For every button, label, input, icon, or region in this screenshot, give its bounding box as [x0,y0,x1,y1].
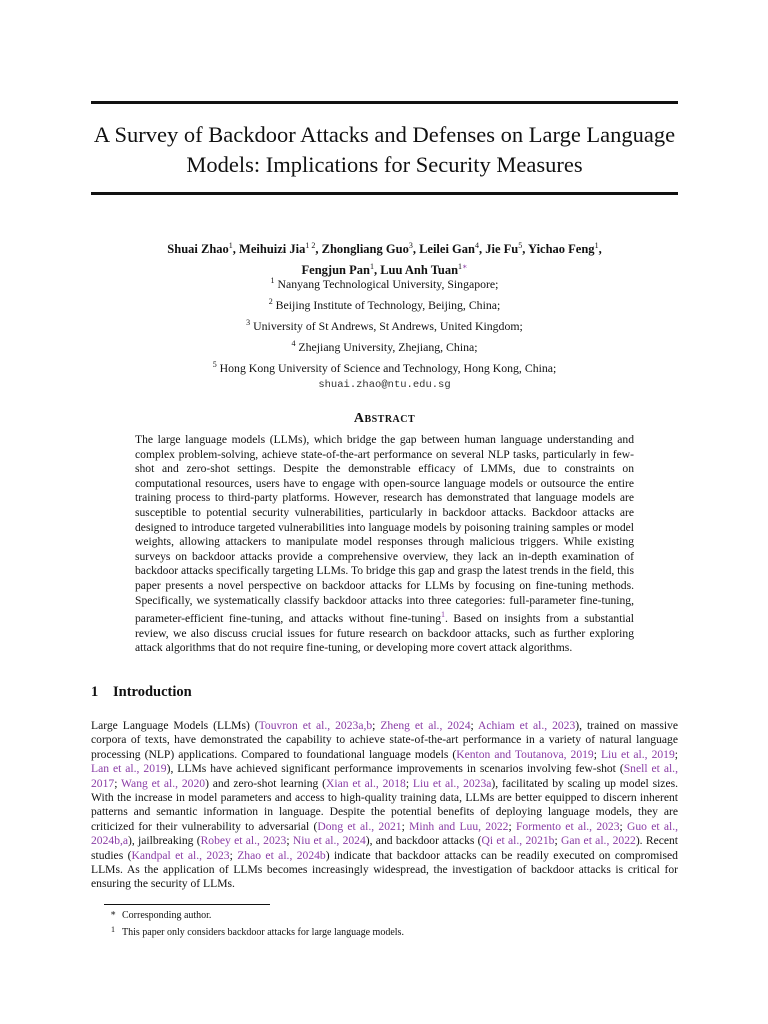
intro-text: ; [286,834,293,848]
abstract-text: The large language models (LLMs), which bridge the gap between human language understanding and complex problem-solving, achieve state-of-the-art performance on several NLP tasks, particularly in few-shot and zero-shot settings. Despite the demonstrable efficacy of LMMs, due to constraints on computational resources, users have to engage with open-source language models or outsource the entire training process to third-party platforms. However, research has demonstrated that language models are susceptible to potential security vulnerabilities, particularly in backdoor attacks. Backdoor attacks are designed to introduce targeted vulnerabilities into language models by poisoning training samples or model weights, allowing attackers to manipulate model responses through malicious triggers. While existing surveys on backdoor attacks provide a comprehensive overview, they lack an in-depth examination of backdoor attacks specifically targeting LLMs. To bridge this gap and grasp the latest trends in the field, this paper presents a novel perspective on backdoor attacks for LLMs by focusing on fine-tuning methods. Specifically, we systematically classify backdoor attacks into three categories: full-parameter fine-tuning, parameter-efficient fine-tuning, and attacks without fine-tuning$^1$. Based on insights from a substantial review, we also discuss crucial issues for future research on backdoor attacks, such as further exploring attack algorithms that do not require fine-tuning, or developing more covert attack algorithms. [135,433,634,655]
intro-text: ). Recent studies ( [91,834,679,862]
section-heading-introduction: 1 Introduction [91,684,192,700]
citation-link[interactable]: Xian et al., 2018 [326,776,406,790]
citation-link[interactable]: Kenton and Toutanova, 2019 [456,747,594,761]
abstract-heading: Abstract [353,411,416,426]
citation-link[interactable]: Dong et al., 2021 [317,819,402,833]
intro-text: ; [554,834,561,848]
intro-text: ; [405,776,413,790]
footnote-rule [104,904,270,905]
intro-text: ), jailbreaking ( [128,834,201,848]
citation-link[interactable]: Zhao et al., 2024b [237,848,326,862]
citation-link[interactable]: Liu et al., 2023a [412,776,492,790]
citation-link[interactable]: Zheng et al., 2024 [380,719,471,732]
intro-text: ), LLMs have achieved significant performance improvements in scenarios involving few-shot ( [166,762,624,776]
author: Meihuizi Jia$^{1 2}$ [239,241,316,256]
citation-link[interactable]: Achiam et al., 2023 [478,719,576,732]
citation-link[interactable]: Kandpal et al., 2023 [131,848,230,862]
introduction-paragraph [91,719,678,892]
author-list: Shuai Zhao$^1$, Meihuizi Jia$^{1 2}$, Zhongliang Guo$^3$, Leilei Gan$^4$, Jie Fu$^5$, Yichao Feng$^1$, Fengjun Pan$^1$, Luu Anh Tuan$^{1∗}$ [167,241,602,277]
affiliation: $^1$ Nanyang Technological University, Singapore; [270,276,499,291]
author: Jie Fu$^5$ [485,241,523,256]
intro-text: ) and zero-shot learning ( [205,776,327,790]
intro-text: ), and backdoor attacks ( [365,834,482,848]
title-top-rule [91,101,678,104]
footnotes [104,906,664,940]
author: Zhongliang Guo$^3$ [321,241,413,256]
author: Luu Anh Tuan$^{1∗}$ [380,262,468,277]
intro-text: ), facilitated by scaling up model sizes. With the increase in model parameters and access to high-quality training data, LLMs are better equipped to discern inherent patterns and semantic information in language. Despite the potential benefits of deploying language models, they are criticized for their vulnerability to adversarial ( [91,776,679,833]
citation-link[interactable]: Gan et al., 2022 [560,834,636,848]
citation-link[interactable]: Wang et al., 2020 [121,776,206,790]
citation-link[interactable]: Formento et al., 2023 [515,819,620,833]
citation-link[interactable]: Niu et al., 2024 [292,834,366,848]
intro-text: ; [593,747,601,761]
author: Fengjun Pan$^1$ [301,262,374,277]
citation-link[interactable]: Touvron et al., 2023a,b [258,719,373,732]
citation-link[interactable]: Minh and Luu, 2022 [409,819,509,833]
author: Yichao Feng$^1$ [528,241,599,256]
intro-text: ; [229,848,238,862]
intro-text: Large Language Models (LLMs) ( [91,719,259,732]
paper-title: A Survey of Backdoor Attacks and Defenses on Large Language Models: Implications for Security Measures [93,122,676,177]
author: Leilei Gan$^4$ [419,241,479,256]
title-bottom-rule [91,192,678,195]
intro-text: ; [401,819,410,833]
affiliation: $^5$ Hong Kong University of Science and Technology, Hong Kong, China; [212,360,557,375]
intro-text: ), trained on massive corpora of texts, have demonstrated the capability to achieve state-of-the-art performance in a variety of natural language processing (NLP) applications. Compared to foundational language models ( [91,719,678,761]
affiliation: $^2$ Beijing Institute of Technology, Beijing, China; [268,297,501,312]
affiliation-list [91,272,678,394]
citation-link[interactable]: Snell et al., 2017 [91,762,678,790]
intro-text: ; [674,747,678,761]
footnote-ref[interactable]: 1 [441,610,446,620]
citation-link[interactable]: Guo et al., 2024b,a [91,819,679,848]
footnote: 1 This paper only considers backdoor attacks for large language models. [111,925,404,938]
intro-text: ; [508,819,516,833]
citation-link[interactable]: Lan et al., 2019 [91,762,167,776]
affiliation: $^4$ Zhejiang University, Zhejiang, China; [291,339,478,354]
citation-link[interactable]: Liu et al., 2019 [600,747,675,761]
affiliation: $^3$ University of St Andrews, St Andrews, United Kingdom; [246,318,523,333]
footnote: ∗ Corresponding author. [109,908,212,921]
intro-text: ) indicate that backdoor attacks can be readily executed on compromised LLMs. As the application of LLMs becomes increasingly widespread, the investigation of backdoor attacks is critical for ensuring the security of LLMs. [91,848,678,891]
citation-link[interactable]: Qi et al., 2021b [481,834,555,848]
citation-link[interactable]: Robey et al., 2023 [200,834,287,848]
intro-text: ; [372,719,381,732]
author-email: shuai.zhao@ntu.edu.sg [318,379,451,391]
corresponding-author-mark: ∗ [462,262,468,271]
intro-text: ; [619,819,628,833]
intro-text: ; [470,719,479,732]
intro-text: ; [114,776,122,790]
author: Shuai Zhao$^1$ [167,241,233,256]
